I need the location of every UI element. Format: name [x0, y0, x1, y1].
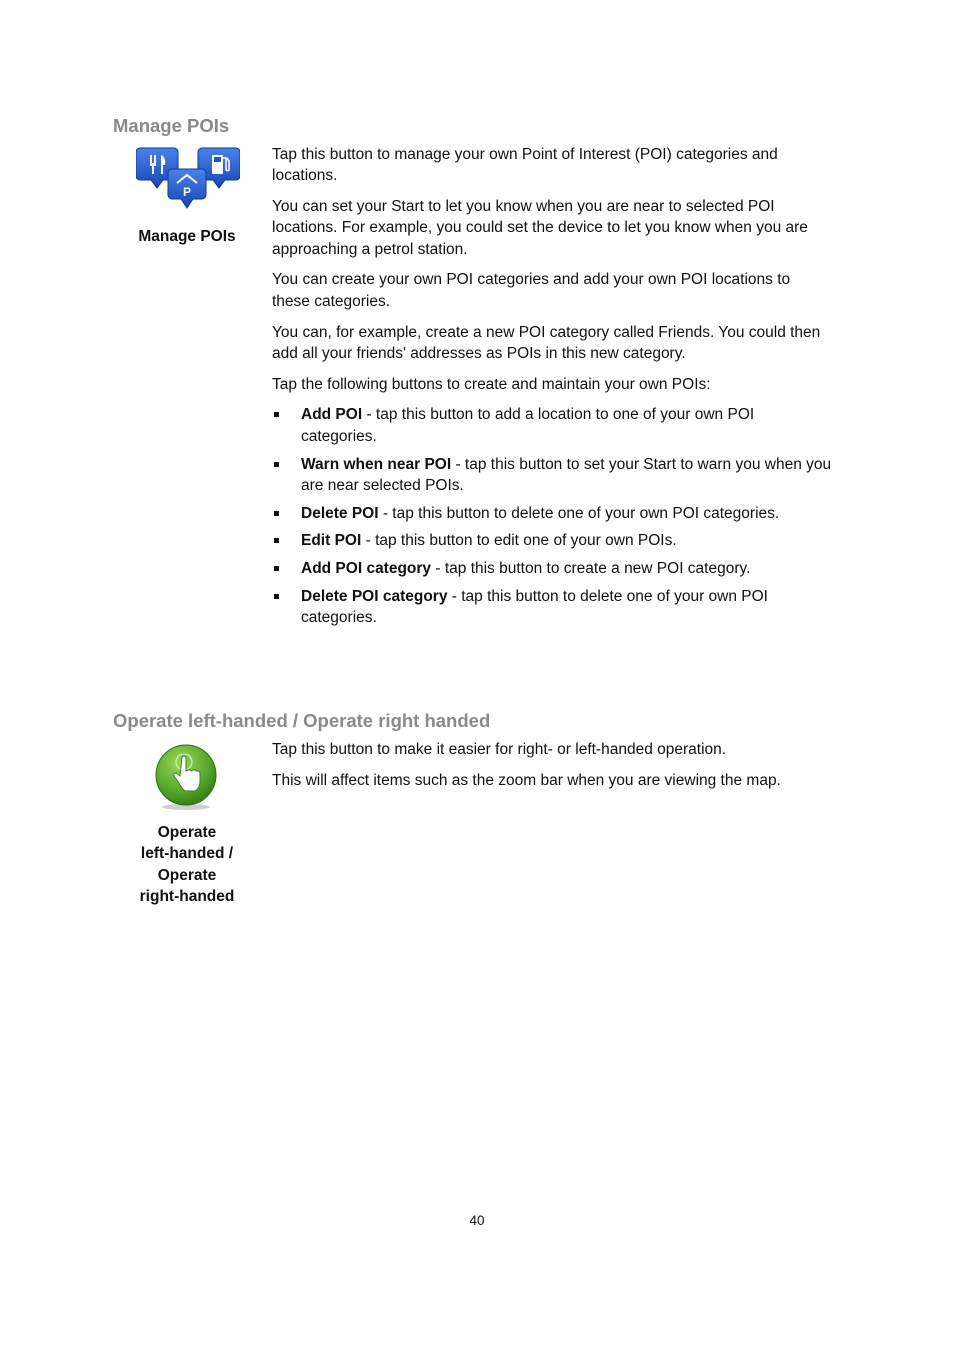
bullet-text: - tap this button to set your Start to warn you when you are near selected POIs.	[301, 455, 832, 494]
bullet-term: Add POI category	[301, 560, 432, 578]
list-item	[272, 586, 832, 629]
operate-handed-button-label	[112, 822, 262, 907]
manage-pois-body	[272, 144, 832, 635]
manage-pois-button-label: Manage POIs	[138, 228, 236, 245]
paragraph: Tap this button to manage your own Point of Interest (POI) categories and locations.	[272, 146, 778, 185]
list-item	[272, 558, 832, 579]
list-item	[272, 404, 832, 447]
list-item	[272, 454, 832, 497]
paragraph: You can set your Start to let you know when you are near to selected POI locations. For example, you could set the device to let you know when you are approaching a petrol station.	[272, 198, 808, 258]
section-title-manage-pois: Manage POIs	[113, 115, 230, 136]
bullet-term: Delete POI category	[301, 588, 448, 606]
label-line: Operate	[157, 824, 217, 841]
label-line: right-handed	[139, 887, 235, 905]
bullet-term: Warn when near POI	[301, 455, 452, 473]
bullet-term: Delete POI	[301, 504, 379, 522]
list-item	[272, 503, 832, 524]
paragraph: You can create your own POI categories and add your own POI locations to these categories.	[272, 271, 791, 310]
poi-pins-icon[interactable]	[136, 145, 240, 215]
paragraph: You can, for example, create a new POI category called Friends. You could then add all your friends' addresses as POIs in this new category.	[272, 323, 821, 362]
list-item	[272, 530, 832, 551]
hand-pointer-icon[interactable]	[153, 743, 219, 811]
bullet-text: - tap this button to edit one of your own POIs.	[361, 532, 677, 550]
label-line: Operate	[157, 866, 217, 884]
section-title-operate-handed: Operate left-handed / Operate right handed	[113, 710, 491, 731]
page-number: 40	[469, 1213, 485, 1228]
paragraph: This will affect items such as the zoom bar when you are viewing the map.	[272, 771, 781, 789]
operate-handed-body	[272, 739, 832, 801]
paragraph: Tap this button to make it easier for right- or left-handed operation.	[272, 741, 727, 758]
bullet-text: - tap this button to add a location to one of your own POI categories.	[301, 406, 755, 445]
bullet-term: Add POI	[301, 406, 363, 424]
bullet-text: - tap this button to delete one of your own POI categories.	[301, 588, 768, 627]
bullet-text: - tap this button to create a new POI category.	[431, 560, 751, 578]
bullet-text: - tap this button to delete one of your own POI categories.	[378, 504, 780, 522]
label-line: left-handed /	[140, 845, 234, 863]
bullet-term: Edit POI	[301, 532, 362, 550]
poi-button-list	[272, 404, 832, 628]
paragraph: Tap the following buttons to create and maintain your own POIs:	[272, 375, 711, 393]
svg-text:P: P	[182, 185, 192, 199]
